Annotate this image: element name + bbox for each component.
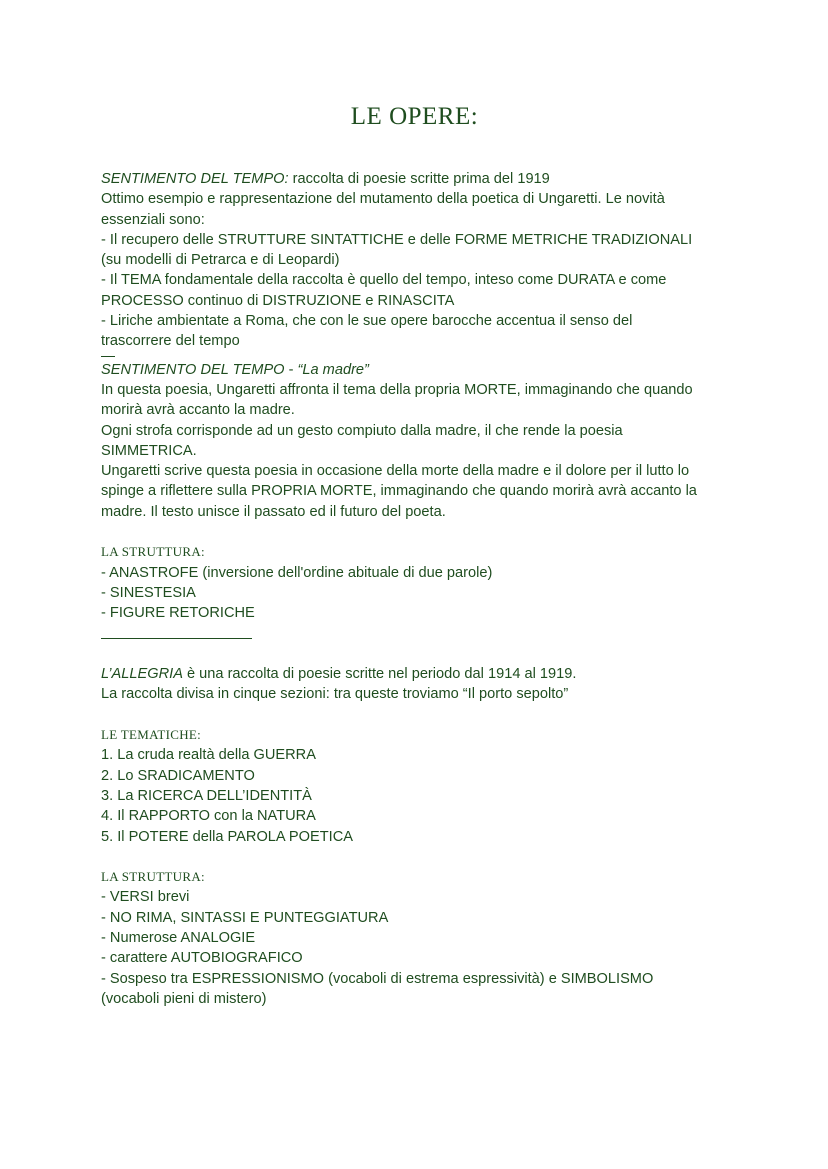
list-item: - Il TEMA fondamentale della raccolta è quello del tempo, inteso come DURATA e come	[101, 272, 667, 289]
separator-long	[101, 624, 728, 644]
paragraph-line: spinge a riflettere sulla PROPRIA MORTE, immaginando che quando morirà avrà accanto la	[101, 483, 697, 500]
section-heading: SENTIMENTO DEL TEMPO	[101, 361, 285, 378]
list-item: 5. Il POTERE della PAROLA POETICA	[101, 828, 353, 845]
paragraph-line: Ogni strofa corrisponde ad un gesto compiuto dalla madre, il che rende la poesia	[101, 422, 623, 439]
paragraph-line: essenziali sono:	[101, 211, 205, 228]
list-item: 1. La cruda realtà della GUERRA	[101, 747, 316, 764]
list-item: - VERSI brevi	[101, 889, 190, 906]
paragraph-line: SIMMETRICA.	[101, 442, 197, 459]
paragraph-line: In questa poesia, Ungaretti affronta il tema della propria MORTE, immaginando che quando	[101, 381, 693, 398]
paragraph-line: morirà avrà accanto la madre.	[101, 402, 295, 419]
list-item: 2. Lo SRADICAMENTO	[101, 767, 255, 784]
paragraph-line: (vocaboli pieni di mistero)	[101, 990, 267, 1007]
list-item: - FIGURE RETORICHE	[101, 605, 255, 622]
subsection-heading: LE TEMATICHE:	[101, 727, 202, 743]
paragraph-line: Ottimo esempio e rappresentazione del mutamento della poetica di Ungaretti. Le novità	[101, 191, 665, 208]
poem-title: “La madre”	[297, 361, 369, 378]
section-la-madre	[101, 360, 728, 522]
list-item: - SINESTESIA	[101, 584, 196, 601]
separator-short	[101, 352, 728, 360]
paragraph-line: L’ALLEGRIA è una raccolta di poesie scritte nel periodo dal 1914 al 1919.	[101, 666, 577, 683]
subsection-heading: LA STRUTTURA:	[101, 544, 205, 560]
subsection-heading: LA STRUTTURA:	[101, 869, 205, 885]
list-item: - Il recupero delle STRUTTURE SINTATTICHE e delle FORME METRICHE TRADIZIONALI	[101, 231, 693, 248]
list-item: 3. La RICERCA DELL’IDENTITÀ	[101, 787, 312, 804]
section-allegria	[101, 664, 728, 705]
document-body	[101, 169, 728, 1009]
paragraph-line: SENTIMENTO DEL TEMPO - “La madre”	[101, 361, 369, 378]
section-tematiche	[101, 725, 728, 847]
list-item: - NO RIMA, SINTASSI E PUNTEGGIATURA	[101, 909, 389, 926]
section-struttura-2	[101, 867, 728, 1009]
list-item: - ANASTROFE (inversione dell'ordine abituale di due parole)	[101, 564, 493, 581]
paragraph-line: Ungaretti scrive questa poesia in occasione della morte della madre e il dolore per il lutto lo	[101, 463, 690, 480]
paragraph-line: La raccolta divisa in cinque sezioni: tra queste troviamo “Il porto sepolto”	[101, 686, 569, 703]
section-heading: SENTIMENTO DEL TEMPO:	[101, 171, 289, 187]
paragraph-line: madre. Il testo unisce il passato ed il futuro del poeta.	[101, 503, 446, 520]
list-item: - Numerose ANALOGIE	[101, 929, 256, 946]
section-struttura-1	[101, 542, 728, 623]
list-item: 4. Il RAPPORTO con la NATURA	[101, 808, 316, 825]
page-title: LE OPERE:	[350, 103, 479, 130]
list-item: - Liriche ambientate a Roma, che con le sue opere barocche accentua il senso del	[101, 313, 633, 330]
paragraph-line: (su modelli di Petrarca e di Leopardi)	[101, 252, 340, 269]
paragraph-line: trascorrere del tempo	[101, 333, 240, 350]
paragraph-line: SENTIMENTO DEL TEMPO: raccolta di poesie scritte prima del 1919	[101, 171, 550, 187]
section-sentimento-del-tempo	[101, 169, 728, 352]
paragraph-line: PROCESSO continuo di DISTRUZIONE e RINASCITA	[101, 292, 455, 309]
list-item: - Sospeso tra ESPRESSIONISMO (vocaboli di estrema espressività) e SIMBOLISMO	[101, 970, 654, 987]
section-heading: L’ALLEGRIA	[101, 666, 183, 683]
list-item: - carattere AUTOBIOGRAFICO	[101, 950, 303, 967]
